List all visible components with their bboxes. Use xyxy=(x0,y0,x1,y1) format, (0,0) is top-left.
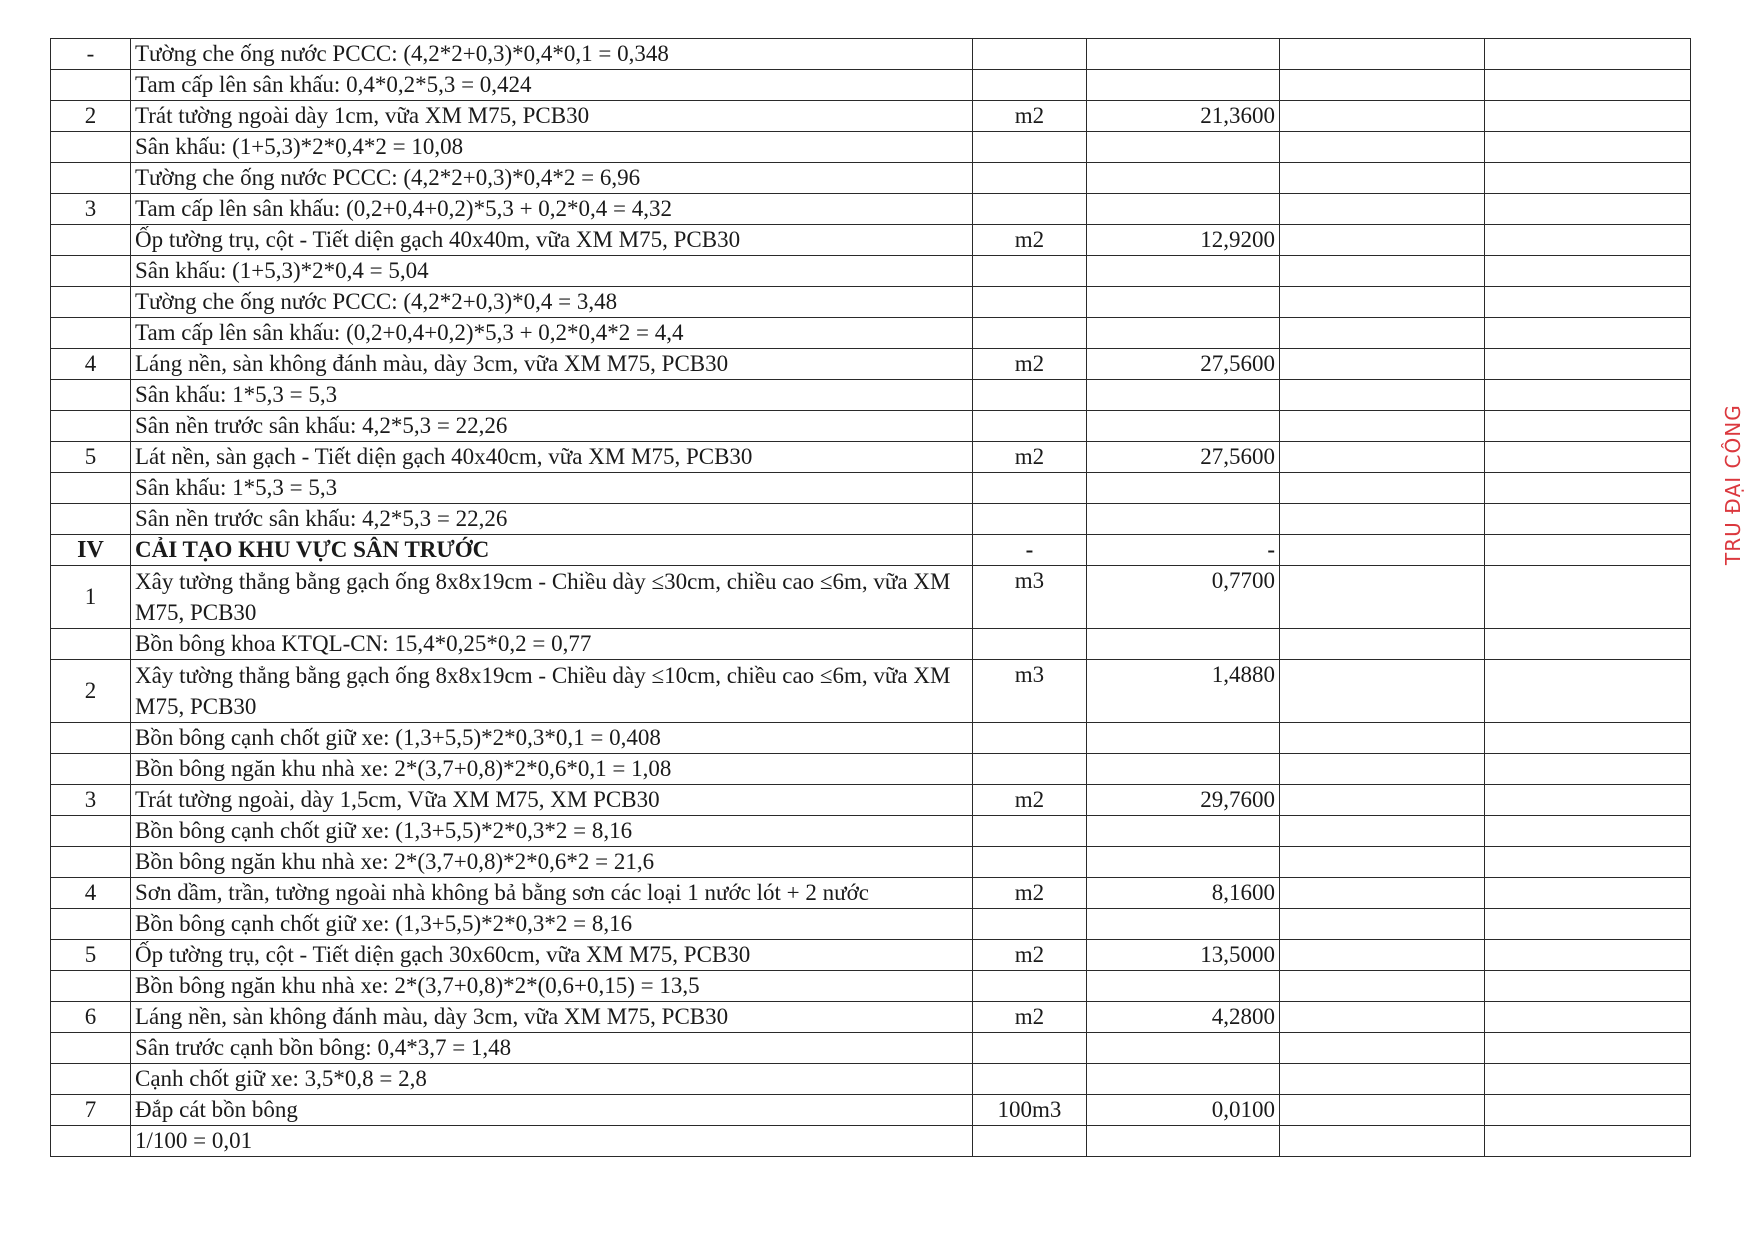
unit-price-cell xyxy=(1280,1002,1485,1033)
table-row xyxy=(51,225,1691,256)
table-row xyxy=(51,349,1691,380)
unit-price-cell xyxy=(1280,504,1485,535)
description-cell: Sân trước cạnh bồn bông: 0,4*3,7 = 1,48 xyxy=(131,1033,973,1064)
amount-cell xyxy=(1485,473,1691,504)
item-number-cell xyxy=(51,847,131,878)
amount-cell xyxy=(1485,1095,1691,1126)
item-number-cell: 5 xyxy=(51,940,131,971)
unit-cell: m2 xyxy=(973,1002,1087,1033)
quantity-cell xyxy=(1087,287,1280,318)
unit-price-cell xyxy=(1280,473,1485,504)
table-row xyxy=(51,723,1691,754)
table-row xyxy=(51,816,1691,847)
item-number-cell: - xyxy=(51,39,131,70)
table-row xyxy=(51,847,1691,878)
quantity-cell: 13,5000 xyxy=(1087,940,1280,971)
table-row xyxy=(51,101,1691,132)
quantity-cell xyxy=(1087,473,1280,504)
amount-cell xyxy=(1485,660,1691,723)
item-number-cell: 7 xyxy=(51,1095,131,1126)
table-row xyxy=(51,163,1691,194)
unit-price-cell xyxy=(1280,411,1485,442)
unit-cell xyxy=(973,256,1087,287)
description-cell: Tam cấp lên sân khấu: (0,2+0,4+0,2)*5,3 + 0,2*0,4 = 4,32 xyxy=(131,194,973,225)
table-row xyxy=(51,504,1691,535)
description-cell: Ốp tường trụ, cột - Tiết diện gạch 40x40m, vữa XM M75, PCB30 xyxy=(131,225,973,256)
unit-price-cell xyxy=(1280,318,1485,349)
amount-cell xyxy=(1485,256,1691,287)
quantity-cell xyxy=(1087,1064,1280,1095)
description-cell: Trát tường ngoài dày 1cm, vữa XM M75, PCB30 xyxy=(131,101,973,132)
unit-price-cell xyxy=(1280,256,1485,287)
amount-cell xyxy=(1485,504,1691,535)
unit-cell xyxy=(973,754,1087,785)
unit-price-cell xyxy=(1280,878,1485,909)
description-cell: Bồn bông khoa KTQL-CN: 15,4*0,25*0,2 = 0,77 xyxy=(131,629,973,660)
unit-cell xyxy=(973,39,1087,70)
amount-cell xyxy=(1485,940,1691,971)
quantity-cell xyxy=(1087,723,1280,754)
description-cell: Xây tường thẳng bằng gạch ống 8x8x19cm - Chiều dày ≤10cm, chiều cao ≤6m, vữa XM M75, PCB30 xyxy=(131,660,973,723)
quantity-cell xyxy=(1087,163,1280,194)
quantity-cell xyxy=(1087,256,1280,287)
quantity-cell xyxy=(1087,194,1280,225)
quantity-table xyxy=(50,38,1691,1157)
unit-cell: m2 xyxy=(973,940,1087,971)
unit-price-cell xyxy=(1280,723,1485,754)
amount-cell xyxy=(1485,163,1691,194)
description-cell: Bồn bông cạnh chốt giữ xe: (1,3+5,5)*2*0,3*2 = 8,16 xyxy=(131,816,973,847)
quantity-cell: 21,3600 xyxy=(1087,101,1280,132)
item-number-cell: 3 xyxy=(51,785,131,816)
item-number-cell xyxy=(51,909,131,940)
item-number-cell xyxy=(51,163,131,194)
table-row xyxy=(51,1095,1691,1126)
item-number-cell xyxy=(51,971,131,1002)
item-number-cell: 6 xyxy=(51,1002,131,1033)
item-number-cell: IV xyxy=(51,535,131,566)
table-row xyxy=(51,660,1691,723)
item-number-cell xyxy=(51,473,131,504)
description-cell: Xây tường thẳng bằng gạch ống 8x8x19cm - Chiều dày ≤30cm, chiều cao ≤6m, vữa XM M75, PCB30 xyxy=(131,566,973,629)
amount-cell xyxy=(1485,70,1691,101)
unit-cell xyxy=(973,1126,1087,1157)
quantity-cell xyxy=(1087,1126,1280,1157)
amount-cell xyxy=(1485,411,1691,442)
amount-cell xyxy=(1485,1033,1691,1064)
table-row xyxy=(51,754,1691,785)
table-row xyxy=(51,194,1691,225)
quantity-cell xyxy=(1087,411,1280,442)
item-number-cell: 1 xyxy=(51,566,131,629)
item-number-cell: 5 xyxy=(51,442,131,473)
unit-cell xyxy=(973,909,1087,940)
unit-price-cell xyxy=(1280,566,1485,629)
unit-cell: - xyxy=(973,535,1087,566)
unit-price-cell xyxy=(1280,847,1485,878)
table-row xyxy=(51,1126,1691,1157)
unit-cell xyxy=(973,504,1087,535)
section-header-row xyxy=(51,535,1691,566)
description-cell: Cạnh chốt giữ xe: 3,5*0,8 = 2,8 xyxy=(131,1064,973,1095)
description-cell: Sân khấu: (1+5,3)*2*0,4 = 5,04 xyxy=(131,256,973,287)
amount-cell xyxy=(1485,785,1691,816)
quantity-cell xyxy=(1087,132,1280,163)
unit-cell xyxy=(973,411,1087,442)
unit-cell: 100m3 xyxy=(973,1095,1087,1126)
table-row xyxy=(51,380,1691,411)
description-cell: Đắp cát bồn bông xyxy=(131,1095,973,1126)
table-body xyxy=(51,39,1691,1157)
unit-price-cell xyxy=(1280,629,1485,660)
quantity-cell xyxy=(1087,971,1280,1002)
amount-cell xyxy=(1485,971,1691,1002)
description-cell: Sơn dầm, trần, tường ngoài nhà không bả bằng sơn các loại 1 nước lót + 2 nước xyxy=(131,878,973,909)
description-cell: Sân nền trước sân khấu: 4,2*5,3 = 22,26 xyxy=(131,411,973,442)
quantity-cell xyxy=(1087,70,1280,101)
unit-cell: m2 xyxy=(973,442,1087,473)
amount-cell xyxy=(1485,101,1691,132)
description-cell: 1/100 = 0,01 xyxy=(131,1126,973,1157)
quantity-cell: 4,2800 xyxy=(1087,1002,1280,1033)
quantity-cell xyxy=(1087,1033,1280,1064)
amount-cell xyxy=(1485,194,1691,225)
quantity-cell: 1,4880 xyxy=(1087,660,1280,723)
unit-cell xyxy=(973,723,1087,754)
table-row xyxy=(51,940,1691,971)
unit-price-cell xyxy=(1280,971,1485,1002)
quantity-cell xyxy=(1087,754,1280,785)
quantity-cell xyxy=(1087,847,1280,878)
amount-cell xyxy=(1485,723,1691,754)
unit-cell xyxy=(973,287,1087,318)
amount-cell xyxy=(1485,287,1691,318)
description-cell: Láng nền, sàn không đánh màu, dày 3cm, vữa XM M75, PCB30 xyxy=(131,1002,973,1033)
quantity-cell xyxy=(1087,629,1280,660)
table-row xyxy=(51,70,1691,101)
amount-cell xyxy=(1485,1126,1691,1157)
table-row xyxy=(51,971,1691,1002)
table-row xyxy=(51,629,1691,660)
unit-price-cell xyxy=(1280,70,1485,101)
table-row xyxy=(51,411,1691,442)
quantity-cell xyxy=(1087,909,1280,940)
red-stamp-seal: TRU ĐẠI CÔNG xyxy=(1721,404,1745,565)
description-cell: Bồn bông ngăn khu nhà xe: 2*(3,7+0,8)*2*0,6*2 = 21,6 xyxy=(131,847,973,878)
table-row xyxy=(51,256,1691,287)
amount-cell xyxy=(1485,318,1691,349)
unit-price-cell xyxy=(1280,1064,1485,1095)
unit-cell xyxy=(973,816,1087,847)
unit-price-cell xyxy=(1280,132,1485,163)
item-number-cell: 4 xyxy=(51,878,131,909)
item-number-cell xyxy=(51,411,131,442)
description-cell: Tường che ống nước PCCC: (4,2*2+0,3)*0,4*0,1 = 0,348 xyxy=(131,39,973,70)
description-cell: Ốp tường trụ, cột - Tiết diện gạch 30x60cm, vữa XM M75, PCB30 xyxy=(131,940,973,971)
table-row xyxy=(51,318,1691,349)
description-cell: Tam cấp lên sân khấu: (0,2+0,4+0,2)*5,3 + 0,2*0,4*2 = 4,4 xyxy=(131,318,973,349)
item-number-cell xyxy=(51,816,131,847)
amount-cell xyxy=(1485,39,1691,70)
amount-cell xyxy=(1485,442,1691,473)
table-row xyxy=(51,39,1691,70)
unit-price-cell xyxy=(1280,1095,1485,1126)
unit-price-cell xyxy=(1280,101,1485,132)
item-number-cell xyxy=(51,70,131,101)
unit-price-cell xyxy=(1280,754,1485,785)
description-cell: Lát nền, sàn gạch - Tiết diện gạch 40x40cm, vữa XM M75, PCB30 xyxy=(131,442,973,473)
quantity-cell: 29,7600 xyxy=(1087,785,1280,816)
quantity-cell: - xyxy=(1087,535,1280,566)
description-cell: Sân khấu: 1*5,3 = 5,3 xyxy=(131,380,973,411)
unit-price-cell xyxy=(1280,39,1485,70)
amount-cell xyxy=(1485,629,1691,660)
item-number-cell xyxy=(51,1126,131,1157)
document-page xyxy=(50,38,1690,1157)
unit-price-cell xyxy=(1280,785,1485,816)
item-number-cell xyxy=(51,380,131,411)
unit-price-cell xyxy=(1280,816,1485,847)
amount-cell xyxy=(1485,535,1691,566)
item-number-cell xyxy=(51,1033,131,1064)
amount-cell xyxy=(1485,754,1691,785)
amount-cell xyxy=(1485,566,1691,629)
unit-price-cell xyxy=(1280,442,1485,473)
amount-cell xyxy=(1485,225,1691,256)
unit-cell: m2 xyxy=(973,349,1087,380)
unit-price-cell xyxy=(1280,194,1485,225)
description-cell: Bồn bông ngăn khu nhà xe: 2*(3,7+0,8)*2*0,6*0,1 = 1,08 xyxy=(131,754,973,785)
table-row xyxy=(51,287,1691,318)
unit-cell xyxy=(973,473,1087,504)
unit-price-cell xyxy=(1280,287,1485,318)
item-number-cell xyxy=(51,287,131,318)
quantity-cell: 27,5600 xyxy=(1087,349,1280,380)
unit-price-cell xyxy=(1280,1033,1485,1064)
unit-price-cell xyxy=(1280,909,1485,940)
amount-cell xyxy=(1485,909,1691,940)
table-row xyxy=(51,909,1691,940)
unit-cell xyxy=(973,132,1087,163)
quantity-cell: 0,0100 xyxy=(1087,1095,1280,1126)
quantity-cell xyxy=(1087,504,1280,535)
unit-cell xyxy=(973,1033,1087,1064)
unit-price-cell xyxy=(1280,225,1485,256)
table-row xyxy=(51,566,1691,629)
item-number-cell xyxy=(51,318,131,349)
unit-price-cell xyxy=(1280,940,1485,971)
amount-cell xyxy=(1485,380,1691,411)
table-row xyxy=(51,1033,1691,1064)
unit-cell xyxy=(973,847,1087,878)
description-cell: Bồn bông ngăn khu nhà xe: 2*(3,7+0,8)*2*(0,6+0,15) = 13,5 xyxy=(131,971,973,1002)
unit-cell xyxy=(973,194,1087,225)
description-cell: Sân khấu: 1*5,3 = 5,3 xyxy=(131,473,973,504)
unit-cell: m2 xyxy=(973,785,1087,816)
description-cell: Bồn bông cạnh chốt giữ xe: (1,3+5,5)*2*0,3*0,1 = 0,408 xyxy=(131,723,973,754)
item-number-cell xyxy=(51,504,131,535)
item-number-cell xyxy=(51,256,131,287)
description-cell: Sân nền trước sân khấu: 4,2*5,3 = 22,26 xyxy=(131,504,973,535)
item-number-cell xyxy=(51,723,131,754)
unit-cell xyxy=(973,163,1087,194)
item-number-cell: 2 xyxy=(51,660,131,723)
table-row xyxy=(51,473,1691,504)
quantity-cell xyxy=(1087,39,1280,70)
quantity-cell: 27,5600 xyxy=(1087,442,1280,473)
description-cell: Sân khấu: (1+5,3)*2*0,4*2 = 10,08 xyxy=(131,132,973,163)
table-row xyxy=(51,442,1691,473)
unit-cell xyxy=(973,70,1087,101)
unit-cell: m3 xyxy=(973,660,1087,723)
unit-price-cell xyxy=(1280,349,1485,380)
unit-cell xyxy=(973,971,1087,1002)
table-row xyxy=(51,1064,1691,1095)
quantity-cell xyxy=(1087,318,1280,349)
quantity-cell xyxy=(1087,380,1280,411)
table-row xyxy=(51,785,1691,816)
unit-cell: m2 xyxy=(973,225,1087,256)
description-cell: CẢI TẠO KHU VỰC SÂN TRƯỚC xyxy=(131,535,973,566)
unit-cell xyxy=(973,380,1087,411)
item-number-cell xyxy=(51,132,131,163)
amount-cell xyxy=(1485,816,1691,847)
unit-cell: m2 xyxy=(973,101,1087,132)
amount-cell xyxy=(1485,132,1691,163)
amount-cell xyxy=(1485,847,1691,878)
table-row xyxy=(51,132,1691,163)
item-number-cell xyxy=(51,225,131,256)
quantity-cell: 0,7700 xyxy=(1087,566,1280,629)
amount-cell xyxy=(1485,1002,1691,1033)
item-number-cell xyxy=(51,629,131,660)
quantity-cell: 12,9200 xyxy=(1087,225,1280,256)
item-number-cell: 2 xyxy=(51,101,131,132)
unit-price-cell xyxy=(1280,1126,1485,1157)
description-cell: Tam cấp lên sân khấu: 0,4*0,2*5,3 = 0,424 xyxy=(131,70,973,101)
unit-price-cell xyxy=(1280,380,1485,411)
description-cell: Tường che ống nước PCCC: (4,2*2+0,3)*0,4*2 = 6,96 xyxy=(131,163,973,194)
quantity-cell: 8,1600 xyxy=(1087,878,1280,909)
unit-cell: m3 xyxy=(973,566,1087,629)
unit-cell xyxy=(973,318,1087,349)
table-row xyxy=(51,878,1691,909)
unit-price-cell xyxy=(1280,163,1485,194)
item-number-cell: 4 xyxy=(51,349,131,380)
amount-cell xyxy=(1485,1064,1691,1095)
unit-price-cell xyxy=(1280,660,1485,723)
unit-cell xyxy=(973,629,1087,660)
description-cell: Trát tường ngoài, dày 1,5cm, Vữa XM M75, XM PCB30 xyxy=(131,785,973,816)
unit-cell xyxy=(973,1064,1087,1095)
item-number-cell: 3 xyxy=(51,194,131,225)
item-number-cell xyxy=(51,754,131,785)
table-row xyxy=(51,1002,1691,1033)
description-cell: Láng nền, sàn không đánh màu, dày 3cm, vữa XM M75, PCB30 xyxy=(131,349,973,380)
item-number-cell xyxy=(51,1064,131,1095)
unit-cell: m2 xyxy=(973,878,1087,909)
quantity-cell xyxy=(1087,816,1280,847)
unit-price-cell xyxy=(1280,535,1485,566)
amount-cell xyxy=(1485,349,1691,380)
description-cell: Tường che ống nước PCCC: (4,2*2+0,3)*0,4 = 3,48 xyxy=(131,287,973,318)
amount-cell xyxy=(1485,878,1691,909)
description-cell: Bồn bông cạnh chốt giữ xe: (1,3+5,5)*2*0,3*2 = 8,16 xyxy=(131,909,973,940)
